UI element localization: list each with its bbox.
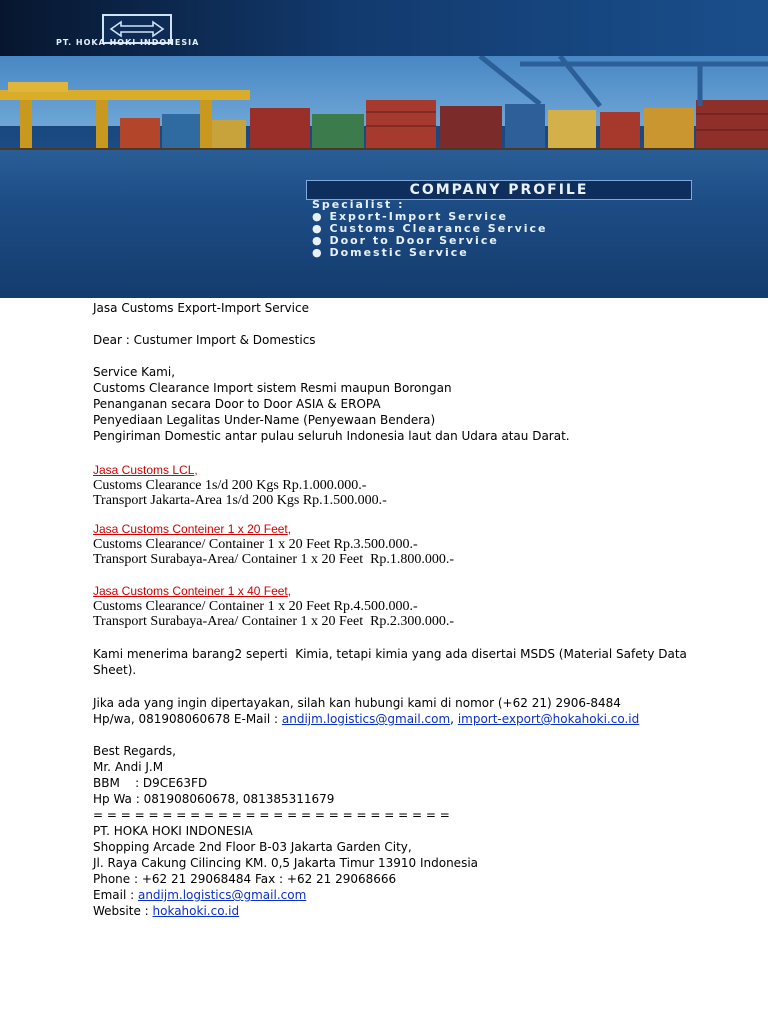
website-label: Website : — [93, 904, 153, 918]
double-arrow-logo-icon — [109, 19, 165, 39]
contact-info — [93, 695, 639, 727]
bbm-pin: BBM : D9CE63FD — [93, 776, 208, 790]
container20-line: Customs Clearance/ Container 1 x 20 Feet Rp.3.500.000.- — [93, 537, 418, 552]
lcl-pricing: Jasa Customs LCL, Customs Clearance 1s/d 200 Kgs Rp.1.000.000.- Transport Jakarta-Area 1s/d 200 Kgs Rp.1.500.000.- — [93, 463, 387, 508]
msds-line: Kami menerima barang2 seperti Kimia, tetapi kimia yang ada disertai MSDS (Material Safety Data — [93, 647, 687, 661]
specialist-item: ● Export-Import Service — [312, 211, 548, 223]
contact-hp-text: Hp/wa, 081908060678 E-Mail : — [93, 712, 282, 726]
container20-heading: Jasa Customs Conteiner 1 x 20 Feet — [93, 522, 288, 536]
email-label: Email : — [93, 888, 138, 902]
sender-name: Mr. Andi J.M — [93, 760, 164, 774]
msds-line: Sheet). — [93, 663, 137, 677]
letter-title: Jasa Customs Export-Import Service — [93, 301, 309, 315]
service-item: Penyediaan Legalitas Under-Name (Penyewaan Bendera) — [93, 413, 436, 427]
lcl-heading: Jasa Customs LCL — [93, 463, 195, 477]
msds-note — [93, 646, 687, 678]
service-item: Pengiriman Domestic antar pulau seluruh Indonesia laut dan Udara atau Darat. — [93, 429, 570, 443]
specialist-block — [312, 199, 548, 259]
contact-phone-line: Jika ada yang ingin dipertayakan, silah kan hubungi kami di nomor (+62 21) 2906-8484 — [93, 696, 621, 710]
website-link[interactable]: hokahoki.co.id — [152, 904, 240, 918]
specialist-item: ● Customs Clearance Service — [312, 223, 548, 235]
service-item: Customs Clearance Import sistem Resmi maupun Borongan — [93, 381, 452, 395]
email-link-hokahoki[interactable]: import-export@hokahoki.co.id — [457, 712, 640, 726]
container40-pricing: Jasa Customs Conteiner 1 x 40 Feet, Customs Clearance/ Container 1 x 20 Feet Rp.4.500.000.- Transport Surabaya-Area/ Container 1 x 20 Feet Rp.2.300.000.- — [93, 584, 455, 629]
container40-heading: Jasa Customs Conteiner 1 x 40 Feet — [93, 584, 288, 598]
phone-fax: Phone : +62 21 29068484 Fax : +62 21 29068666 — [93, 872, 397, 886]
specialist-list — [312, 211, 548, 259]
container20-line: Transport Surabaya-Area/ Container 1 x 20 Feet Rp.1.800.000.- — [93, 552, 455, 567]
hp-wa: Hp Wa : 081908060678, 081385311679 — [93, 792, 335, 806]
footer-email-link[interactable]: andijm.logistics@gmail.com — [137, 888, 307, 902]
banner-company-name: PT. HOKA HOKI INDONESIA — [56, 38, 200, 47]
contact-separator: , — [450, 712, 458, 726]
services-block — [93, 364, 570, 444]
letter-greeting: Dear : Custumer Import & Domestics — [93, 333, 316, 347]
container20-pricing: Jasa Customs Conteiner 1 x 20 Feet, Customs Clearance/ Container 1 x 20 Feet Rp.3.500.000.- Transport Surabaya-Area/ Container 1 x 20 Feet Rp.1.800.000.- — [93, 522, 455, 567]
separator-line: = = = = = = = = = = = = = = = = = = = = = = = = = = — [93, 808, 450, 822]
company-profile-title: COMPANY PROFILE — [306, 180, 692, 200]
address-line: Shopping Arcade 2nd Floor B-03 Jakarta Garden City, — [93, 840, 412, 854]
signature-block — [93, 743, 478, 919]
specialist-item: ● Domestic Service — [312, 247, 548, 259]
specialist-item: ● Door to Door Service — [312, 235, 548, 247]
regards: Best Regards, — [93, 744, 176, 758]
address-line: Jl. Raya Cakung Cilincing KM. 0,5 Jakarta Timur 13910 Indonesia — [93, 856, 479, 870]
specialist-heading: Specialist : — [312, 198, 405, 211]
container40-line: Transport Surabaya-Area/ Container 1 x 20 Feet Rp.2.300.000.- — [93, 614, 455, 629]
email-link-gmail[interactable]: andijm.logistics@gmail.com — [281, 712, 451, 726]
container40-line: Customs Clearance/ Container 1 x 20 Feet Rp.4.500.000.- — [93, 599, 418, 614]
service-item: Penanganan secara Door to Door ASIA & EROPA — [93, 397, 381, 411]
header-banner — [0, 0, 768, 298]
lcl-line: Transport Jakarta-Area 1s/d 200 Kgs Rp.1.500.000.- — [93, 493, 387, 508]
footer-company-name: PT. HOKA HOKI INDONESIA — [93, 824, 253, 838]
services-heading: Service Kami, — [93, 365, 176, 379]
lcl-line: Customs Clearance 1s/d 200 Kgs Rp.1.000.000.- — [93, 478, 367, 493]
